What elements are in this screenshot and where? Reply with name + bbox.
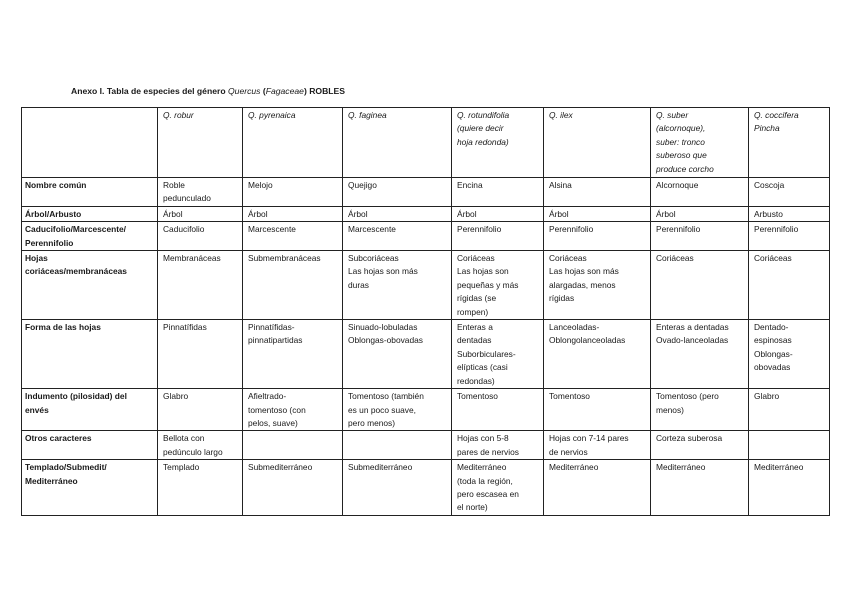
table-cell: Roble pedunculado [158, 178, 243, 207]
table-cell: Árbol [243, 206, 343, 221]
table-cell: Alsina [544, 178, 651, 207]
header-cell-q-rotundifolia: Q. rotundifolia (quiere decir hoja redonda) [452, 108, 544, 178]
table-row-templado [22, 460, 830, 516]
table-cell: Pinnatífidas- pinnatipartidas [243, 320, 343, 389]
header-cell-q-pyrenaica: Q. pyrenaica [243, 108, 343, 178]
header-cell-q-robur: Q. robur [158, 108, 243, 178]
table-row-arbol-arbusto [22, 206, 830, 221]
header-cell-q-suber: Q. suber (alcornoque), suber: tronco suberoso que produce corcho [651, 108, 749, 178]
table-cell: Marcescente [343, 222, 452, 251]
table-cell: Enteras a dentadas Suborbiculares- elípticas (casi redondas) [452, 320, 544, 389]
table-cell: Quejigo [343, 178, 452, 207]
table-cell: Mediterráneo [544, 460, 651, 516]
table-cell: Tomentoso [544, 389, 651, 431]
table-cell: Submembranáceas [243, 251, 343, 320]
caption-family: Fagaceae [265, 86, 304, 96]
table-cell: Perennifolio [749, 222, 830, 251]
table-cell [243, 431, 343, 460]
header-cell-empty [22, 108, 158, 178]
table-cell: Coriáceas Las hojas son más alargadas, menos rígidas [544, 251, 651, 320]
table-cell [749, 431, 830, 460]
table-row-indumento [22, 389, 830, 431]
table-cell: Árbol [158, 206, 243, 221]
row-label: Caducifolio/Marcescente/ Perennifolio [22, 222, 158, 251]
table-cell: Perennifolio [544, 222, 651, 251]
caption-group: ROBLES [309, 86, 346, 96]
table-cell: Sinuado-lobuladas Oblongas-obovadas [343, 320, 452, 389]
table-cell: Alcornoque [651, 178, 749, 207]
table-cell: Membranáceas [158, 251, 243, 320]
table-cell: Submediterráneo [243, 460, 343, 516]
table-caption [71, 86, 345, 96]
table-cell: Árbol [544, 206, 651, 221]
caption-family-open: ( [260, 86, 266, 96]
table-row-caducifolio [22, 222, 830, 251]
table-cell: Caducifolio [158, 222, 243, 251]
table-cell: Coriáceas Las hojas son pequeñas y más rígidas (se rompen) [452, 251, 544, 320]
table-cell: Lanceoladas- Oblongolanceoladas [544, 320, 651, 389]
table-header-row [22, 108, 830, 178]
caption-family-close: ) [303, 86, 310, 96]
table-cell: Mediterráneo (toda la región, pero escasea en el norte) [452, 460, 544, 516]
row-label: Forma de las hojas [22, 320, 158, 389]
table-cell: Glabro [749, 389, 830, 431]
table-row-nombre-comun [22, 178, 830, 207]
row-label: Otros caracteres [22, 431, 158, 460]
table-cell: Perennifolio [452, 222, 544, 251]
table-cell: Tomentoso (también es un poco suave, pero menos) [343, 389, 452, 431]
table-cell: Afieltrado- tomentoso (con pelos, suave) [243, 389, 343, 431]
row-label: Indumento (pilosidad) del envés [22, 389, 158, 431]
row-label: Hojas coriáceas/membranáceas [22, 251, 158, 320]
table-cell: Glabro [158, 389, 243, 431]
table-row-forma-hojas [22, 320, 830, 389]
table-cell: Coriáceas [651, 251, 749, 320]
table-cell: Hojas con 5-8 pares de nervios [452, 431, 544, 460]
caption-genus: Quercus [227, 86, 261, 96]
table-cell: Tomentoso [452, 389, 544, 431]
table-cell: Perennifolio [651, 222, 749, 251]
table-cell: Melojo [243, 178, 343, 207]
row-label: Árbol/Arbusto [22, 206, 158, 221]
table-cell: Hojas con 7-14 pares de nervios [544, 431, 651, 460]
table-cell: Enteras a dentadas Ovado-lanceoladas [651, 320, 749, 389]
header-cell-q-faginea: Q. faginea [343, 108, 452, 178]
caption-prefix: Anexo I. Tabla de especies del género [71, 86, 228, 96]
table-cell: Submediterráneo [343, 460, 452, 516]
species-table [21, 107, 830, 516]
table-cell: Árbol [343, 206, 452, 221]
table-cell: Mediterráneo [651, 460, 749, 516]
table-cell: Pinnatífidas [158, 320, 243, 389]
table-cell: Encina [452, 178, 544, 207]
table-cell: Dentado- espinosas Oblongas- obovadas [749, 320, 830, 389]
header-cell-q-coccifera: Q. coccifera Pincha [749, 108, 830, 178]
table-cell: Arbusto [749, 206, 830, 221]
row-label: Templado/Submedit/ Mediterráneo [22, 460, 158, 516]
table-cell: Templado [158, 460, 243, 516]
table-cell: Subcoriáceas Las hojas son más duras [343, 251, 452, 320]
table-row-hojas [22, 251, 830, 320]
table-cell: Mediterráneo [749, 460, 830, 516]
table-cell: Árbol [651, 206, 749, 221]
table-cell: Coriáceas [749, 251, 830, 320]
table-cell [343, 431, 452, 460]
table-row-otros-caracteres [22, 431, 830, 460]
header-cell-q-ilex: Q. ilex [544, 108, 651, 178]
table-cell: Coscoja [749, 178, 830, 207]
row-label: Nombre común [22, 178, 158, 207]
table-cell: Bellota con pedúnculo largo [158, 431, 243, 460]
table-cell: Árbol [452, 206, 544, 221]
table-cell: Marcescente [243, 222, 343, 251]
table-cell: Corteza suberosa [651, 431, 749, 460]
table-cell: Tomentoso (pero menos) [651, 389, 749, 431]
